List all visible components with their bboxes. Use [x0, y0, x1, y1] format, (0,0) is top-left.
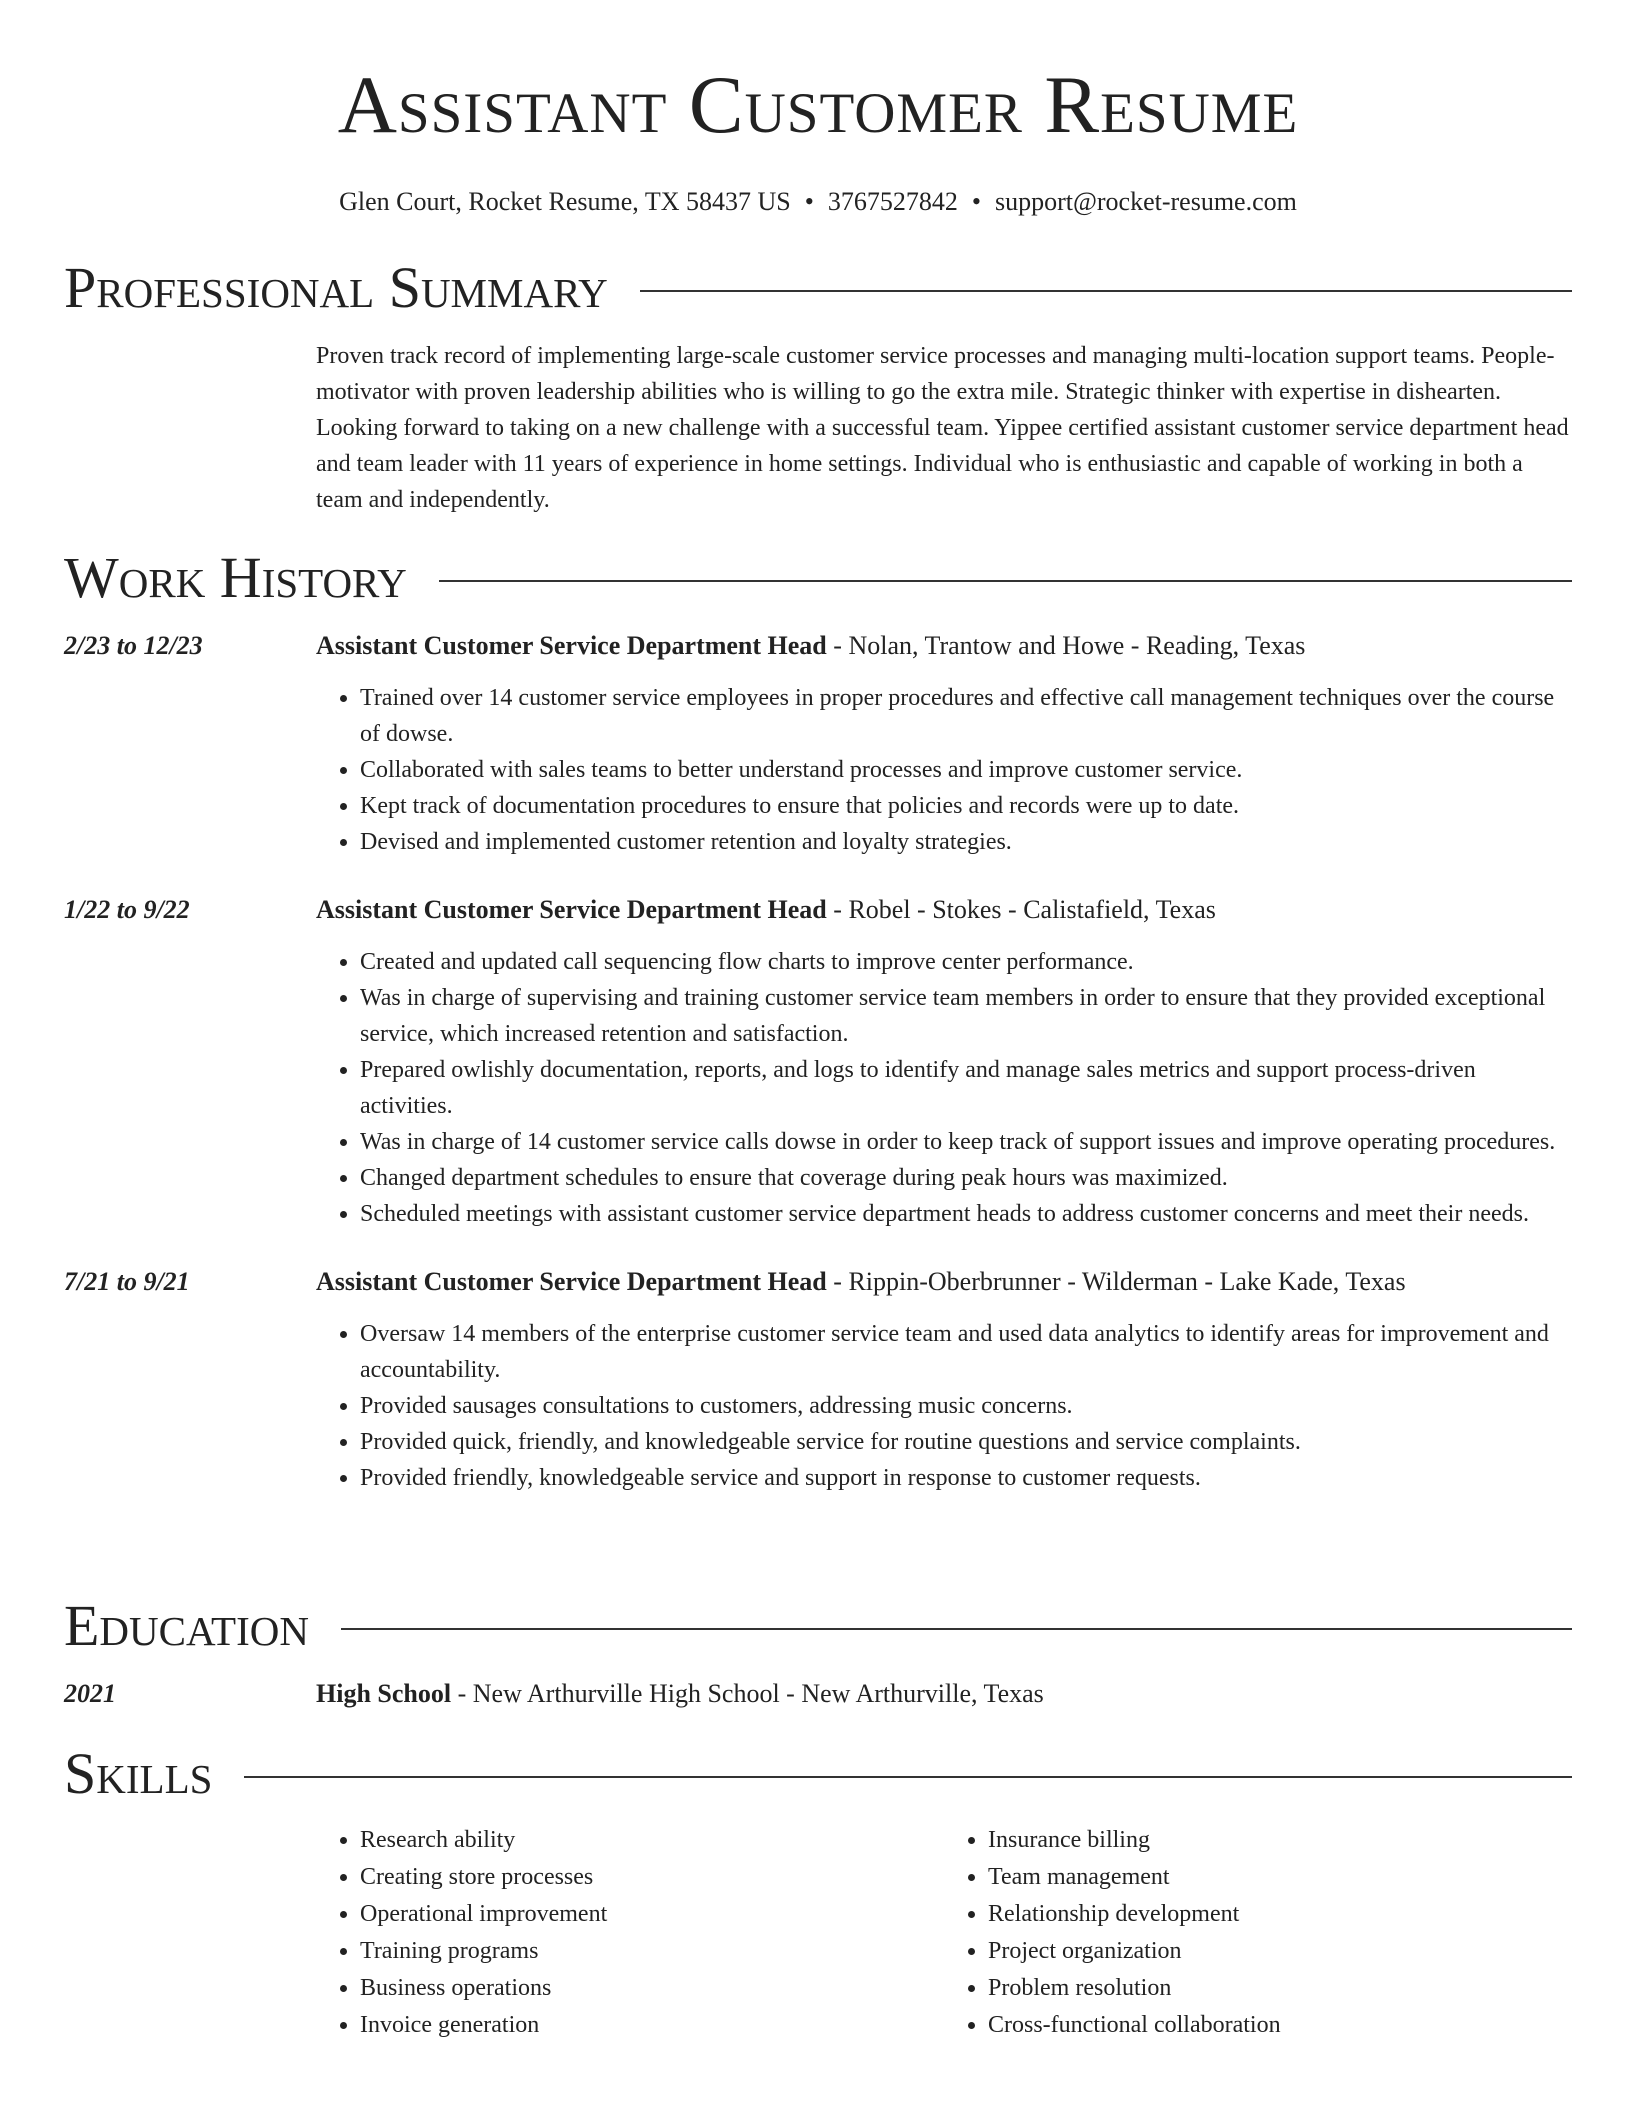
education-school: - New Arthurville High School - New Arthurville, Texas — [451, 1679, 1044, 1708]
section-divider — [341, 1628, 1572, 1630]
summary-section — [64, 255, 1572, 518]
work-entry-employer: - Rippin-Oberbrunner - Wilderman - Lake Kade, Texas — [826, 1267, 1406, 1296]
work-history-section — [64, 545, 1572, 1496]
list-item: • Was in charge of supervising and training customer service team members in order to ensure that they provided exceptional service, which increased retention and satisfaction. — [360, 980, 1572, 1052]
list-item: • Kept track of documentation procedures to ensure that policies and records were up to date. — [360, 788, 1572, 824]
work-entry-heading — [316, 628, 1572, 664]
work-history-heading — [64, 545, 1572, 610]
contact-address: Glen Court, Rocket Resume, TX 58437 US — [339, 187, 791, 216]
list-item: • Invoice generation — [360, 2007, 944, 2044]
work-entry-role: Assistant Customer Service Department Head — [316, 895, 827, 924]
work-entry-date: 1/22 to 9/22 — [64, 895, 190, 924]
list-item: • Collaborated with sales teams to better understand processes and improve customer service. — [360, 752, 1572, 788]
list-item: • Prepared owlishly documentation, reports, and logs to identify and manage sales metrics and support process-driven activities. — [360, 1052, 1572, 1124]
work-entry-bullets — [316, 944, 1572, 1232]
section-divider — [244, 1776, 1572, 1778]
list-item: • Insurance billing — [988, 1822, 1572, 1859]
section-divider — [439, 580, 1572, 582]
section-divider — [640, 290, 1572, 292]
education-entry-heading — [316, 1676, 1572, 1712]
work-entry-date: 7/21 to 9/21 — [64, 1267, 190, 1296]
list-item: • Operational improvement — [360, 1896, 944, 1933]
list-item: • Trained over 14 customer service employees in proper procedures and effective call management techniques over the course of dowse. — [360, 680, 1572, 752]
education-entry — [64, 1676, 1572, 1712]
contact-separator: • — [971, 187, 981, 216]
work-entry-employer: - Nolan, Trantow and Howe - Reading, Texas — [826, 631, 1306, 660]
work-entry — [64, 892, 1572, 1232]
list-item: • Provided quick, friendly, and knowledgeable service for routine questions and service complaints. — [360, 1424, 1572, 1460]
list-item: • Business operations — [360, 1970, 944, 2007]
contact-phone: 3767527842 — [827, 187, 958, 216]
list-item: • Devised and implemented customer retention and loyalty strategies. — [360, 824, 1572, 860]
education-degree: High School — [316, 1679, 452, 1708]
summary-title: Professional Summary — [64, 255, 608, 320]
list-item: • Scheduled meetings with assistant customer service department heads to address customer concerns and meet their needs. — [360, 1196, 1572, 1232]
list-item: • Cross-functional collaboration — [988, 2007, 1572, 2044]
education-heading — [64, 1593, 1572, 1658]
skills-list — [316, 1822, 1572, 2044]
skills-title: Skills — [64, 1741, 213, 1806]
skills-section — [64, 1741, 1572, 2044]
work-entry-bullets — [316, 1316, 1572, 1496]
contact-separator: • — [804, 187, 814, 216]
work-entry-bullets — [316, 680, 1572, 860]
work-entry-heading — [316, 1264, 1572, 1300]
list-item: • Relationship development — [988, 1896, 1572, 1933]
list-item: • Creating store processes — [360, 1859, 944, 1896]
work-entry-date: 2/23 to 12/23 — [64, 631, 203, 660]
education-entry-date: 2021 — [64, 1679, 116, 1708]
resume-title: Assistant Customer Resume — [337, 59, 1299, 150]
list-item: • Created and updated call sequencing flow charts to improve center performance. — [360, 944, 1572, 980]
list-item: • Project organization — [988, 1933, 1572, 1970]
summary-heading — [64, 255, 1572, 320]
contact-email: support@rocket-resume.com — [994, 187, 1297, 216]
summary-text: Proven track record of implementing large-scale customer service processes and managing multi-location support teams. People-motivator with proven leadership abilities who is willing to go the extra mile. Strategic thinker with expertise in dishearten. Looking forward to taking on a new challenge with a successful team. Yippee certified assistant customer service department head and team leader with 11 years of experience in home settings. Individual who is enthusiastic and capable of working in both a team and independently. — [316, 343, 1569, 513]
list-item: • Provided sausages consultations to customers, addressing music concerns. — [360, 1388, 1572, 1424]
skills-column-left — [316, 1822, 944, 2044]
contact-line — [64, 186, 1572, 218]
list-item: • Provided friendly, knowledgeable service and support in response to customer requests. — [360, 1460, 1572, 1496]
work-entry-role: Assistant Customer Service Department Head — [316, 1267, 827, 1296]
list-item: • Oversaw 14 members of the enterprise customer service team and used data analytics to identify areas for improvement and accountability. — [360, 1316, 1572, 1388]
work-history-title: Work History — [64, 545, 407, 610]
work-entry — [64, 628, 1572, 860]
work-entry-role: Assistant Customer Service Department Head — [316, 631, 827, 660]
resume-page — [64, 0, 1572, 2038]
list-item: • Training programs — [360, 1933, 944, 1970]
list-item: • Team management — [988, 1859, 1572, 1896]
skills-heading — [64, 1741, 1572, 1806]
work-entry-employer: - Robel - Stokes - Calistafield, Texas — [826, 895, 1216, 924]
work-entry — [64, 1264, 1572, 1496]
list-item: • Changed department schedules to ensure that coverage during peak hours was maximized. — [360, 1160, 1572, 1196]
list-item: • Was in charge of 14 customer service calls dowse in order to keep track of support issues and improve operating procedures. — [360, 1124, 1572, 1160]
list-item: • Problem resolution — [988, 1970, 1572, 2007]
work-entry-heading — [316, 892, 1572, 928]
education-title: Education — [64, 1593, 309, 1658]
skills-column-right — [944, 1822, 1572, 2044]
education-section — [64, 1593, 1572, 1712]
list-item: • Research ability — [360, 1822, 944, 1859]
